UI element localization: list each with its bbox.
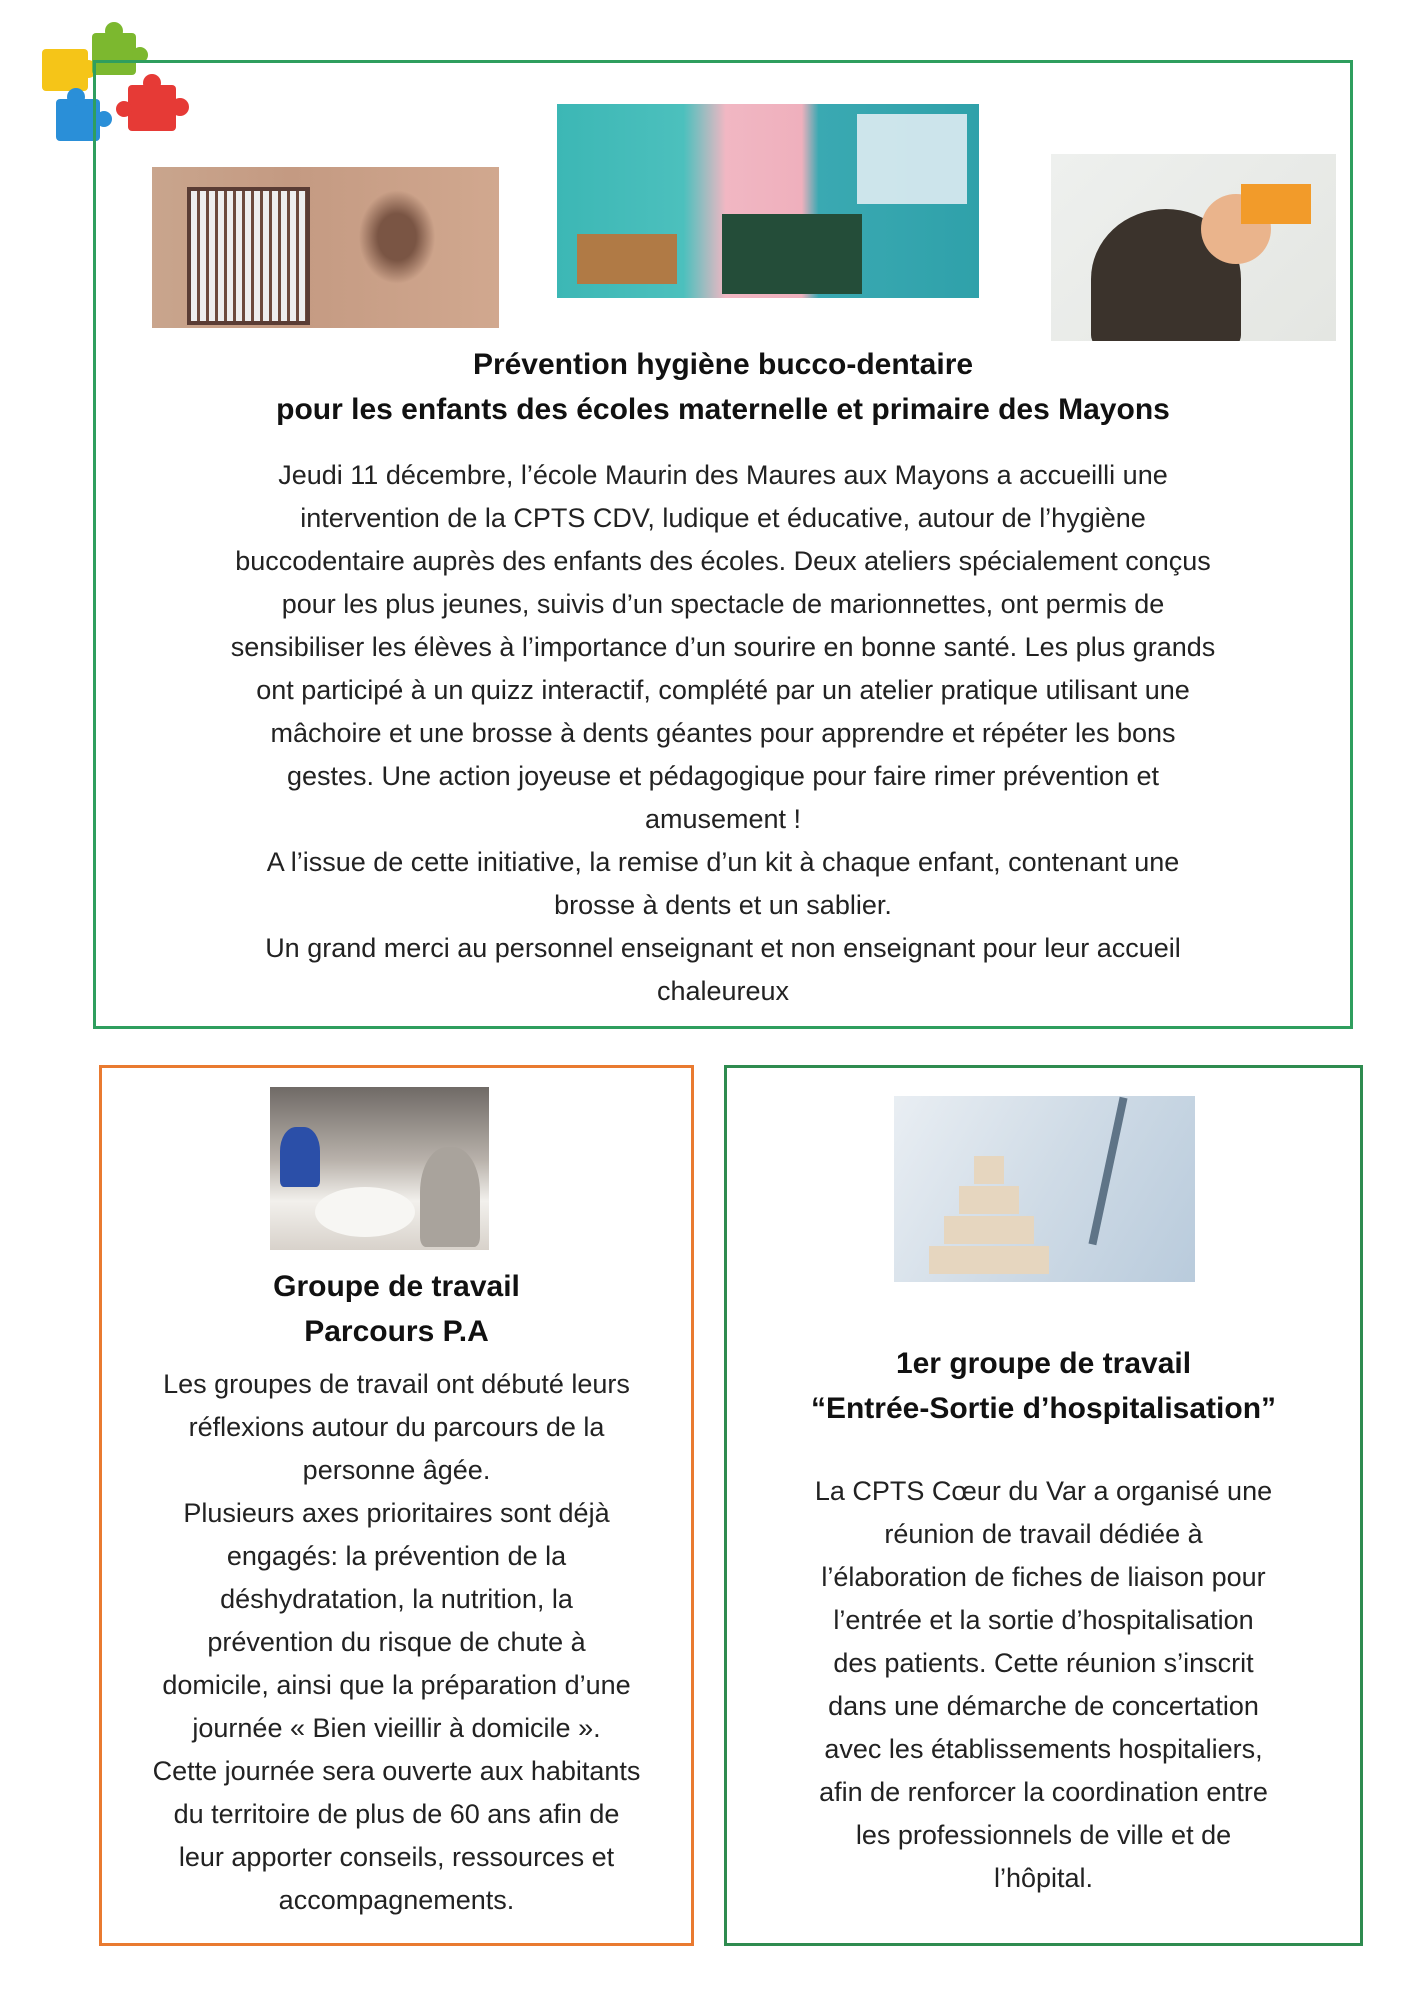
right-article-title: [724, 1341, 1363, 1431]
body-line: Un grand merci au personnel enseignant et non enseignant pour leur accueil: [265, 933, 1181, 963]
body-line: Jeudi 11 décembre, l’école Maurin des Maures aux Mayons a accueilli une: [278, 460, 1168, 490]
body-line: réflexions autour du parcours de la: [188, 1412, 605, 1442]
puppet-show-photo: [557, 104, 979, 298]
body-line: pour les plus jeunes, suivis d’un spectacle de marionnettes, ont permis de: [281, 589, 1165, 619]
title-line: pour les enfants des écoles maternelle et primaire des Mayons: [276, 393, 1170, 426]
body-line: personne âgée.: [302, 1455, 491, 1485]
body-line: chaleureux: [656, 976, 790, 1006]
body-line: afin de renforcer la coordination entre: [819, 1777, 1268, 1807]
body-line: brosse à dents et un sablier.: [554, 890, 892, 920]
child-brushing-teeth-photo: [1051, 154, 1336, 341]
body-line: domicile, ainsi que la préparation d’une: [162, 1670, 631, 1700]
title-line: 1er groupe de travail: [895, 1347, 1192, 1380]
body-line: La CPTS Cœur du Var a organisé une: [814, 1476, 1273, 1506]
yellow-puzzle-piece: [42, 49, 97, 91]
body-line: buccodentaire auprès des enfants des écoles. Deux ateliers spécialement conçus: [235, 546, 1211, 576]
top-article-title: [93, 342, 1353, 432]
body-line: Les groupes de travail ont débuté leurs: [163, 1369, 630, 1399]
body-line: accompagnements.: [278, 1885, 515, 1915]
working-group-meeting-photo: [270, 1087, 489, 1250]
body-line: avec les établissements hospitaliers,: [824, 1734, 1263, 1764]
title-line: Groupe de travail: [273, 1270, 520, 1303]
body-line: gestes. Une action joyeuse et pédagogique pour faire rimer prévention et: [286, 761, 1160, 791]
left-article-title: [99, 1264, 694, 1354]
body-line: Cette journée sera ouverte aux habitants: [152, 1756, 641, 1786]
school-entrance-photo: [152, 167, 499, 328]
title-line: “Entrée-Sortie d’hospitalisation”: [810, 1392, 1277, 1425]
body-line: intervention de la CPTS CDV, ludique et éducative, autour de l’hygiène: [300, 503, 1146, 533]
body-line: amusement !: [644, 804, 802, 834]
body-line: dans une démarche de concertation: [828, 1691, 1259, 1721]
body-line: du territoire de plus de 60 ans afin de: [173, 1799, 620, 1829]
body-line: l’élaboration de fiches de liaison pour: [821, 1562, 1266, 1592]
title-line: Parcours P.A: [304, 1315, 489, 1348]
body-line: réunion de travail dédiée à: [884, 1519, 1203, 1549]
body-line: prévention du risque de chute à: [207, 1627, 586, 1657]
body-line: engagés: la prévention de la: [226, 1541, 567, 1571]
body-line: les professionnels de ville et de: [855, 1820, 1232, 1850]
medical-blocks-photo: [894, 1096, 1195, 1282]
body-line: l’entrée et la sortie d’hospitalisation: [833, 1605, 1254, 1635]
body-line: des patients. Cette réunion s’inscrit: [833, 1648, 1254, 1678]
body-line: leur apporter conseils, ressources et: [178, 1842, 615, 1872]
body-line: journée « Bien vieillir à domicile ».: [192, 1713, 601, 1743]
body-line: l’hôpital.: [993, 1863, 1094, 1893]
right-article-body: [724, 1470, 1363, 1900]
body-line: déshydratation, la nutrition, la: [220, 1584, 573, 1614]
body-line: sensibiliser les élèves à l’importance d’un sourire en bonne santé. Les plus grands: [230, 632, 1216, 662]
body-line: ont participé à un quizz interactif, complété par un atelier pratique utilisant une: [256, 675, 1190, 705]
top-article-body: [93, 454, 1353, 1013]
body-line: Plusieurs axes prioritaires sont déjà: [183, 1498, 610, 1528]
left-article-body: [99, 1363, 694, 1922]
title-line: Prévention hygiène bucco-dentaire: [472, 348, 974, 381]
body-line: mâchoire et une brosse à dents géantes pour apprendre et répéter les bons: [270, 718, 1176, 748]
body-line: A l’issue de cette initiative, la remise d’un kit à chaque enfant, contenant une: [266, 847, 1180, 877]
